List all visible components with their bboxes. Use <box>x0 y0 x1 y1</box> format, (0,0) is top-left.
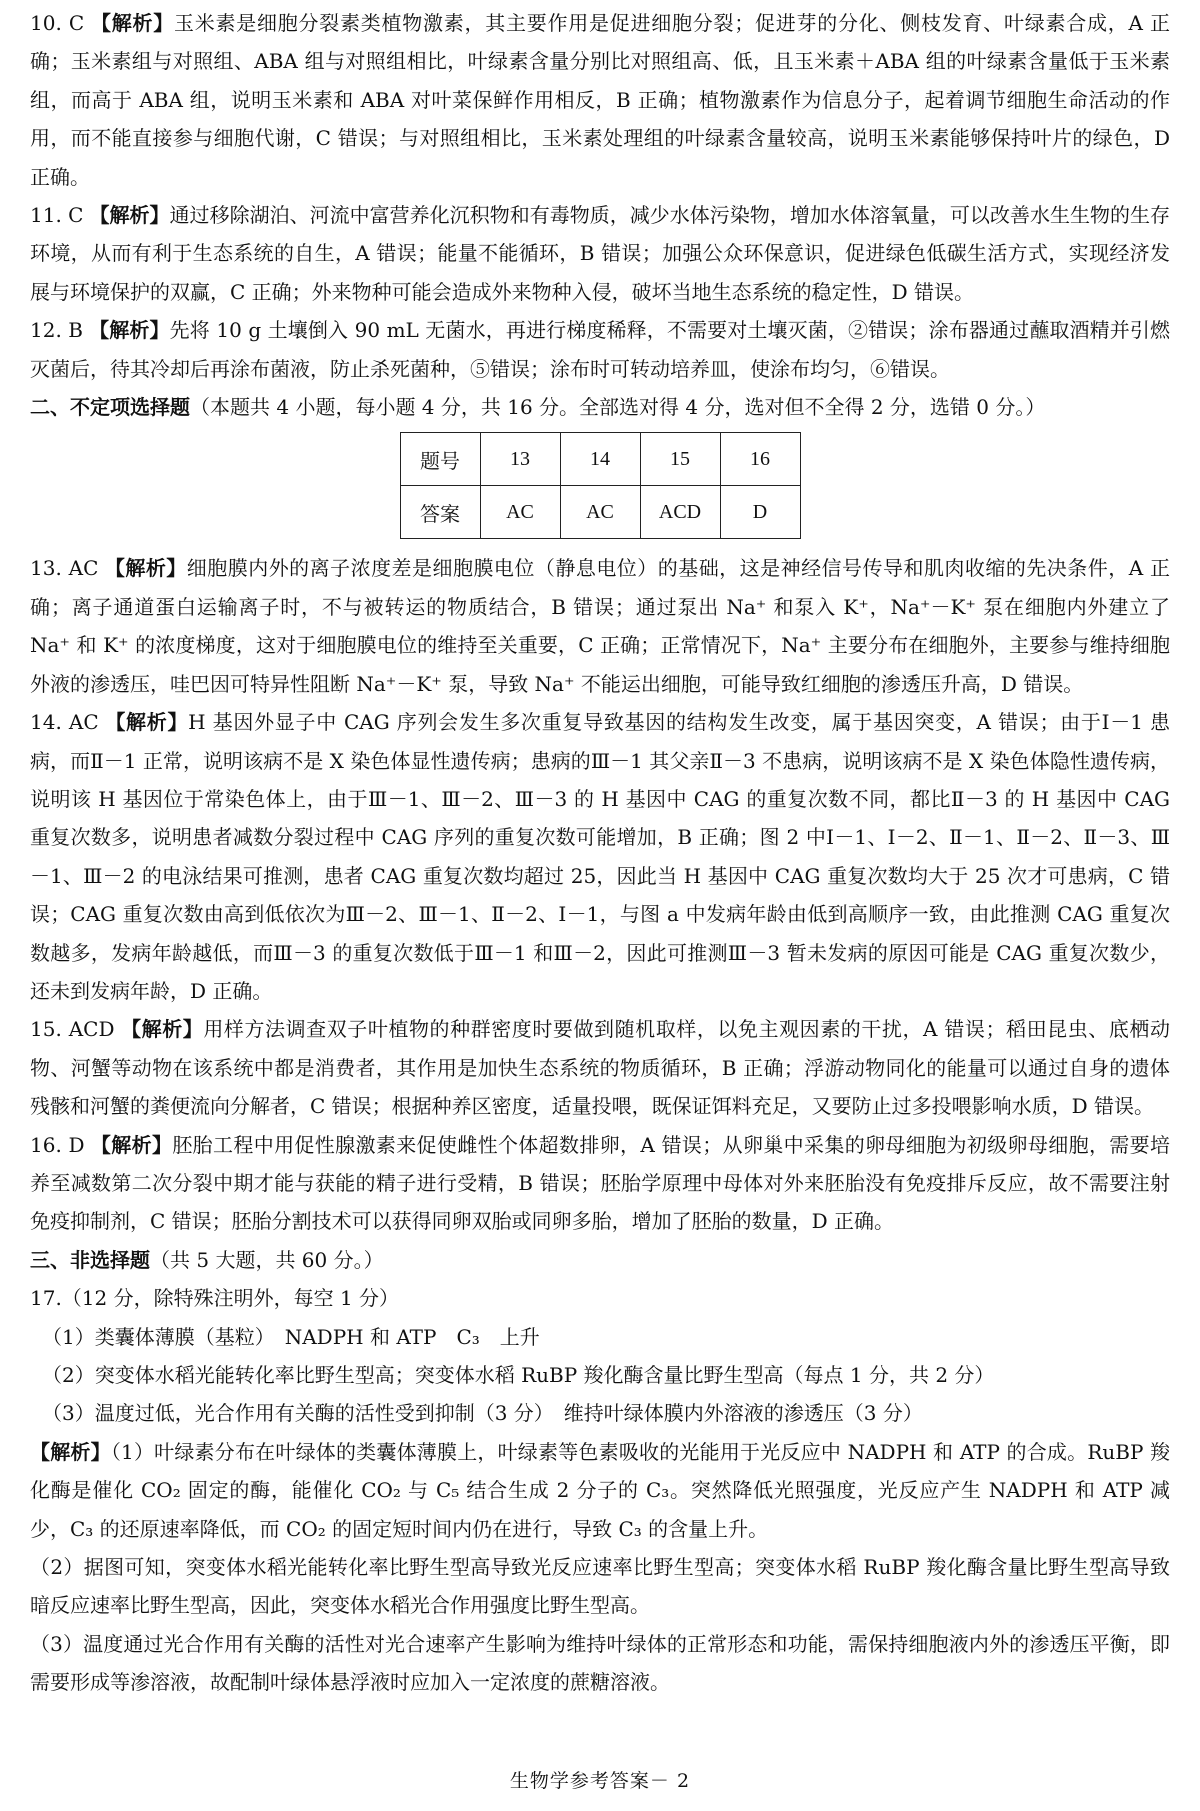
question-16 <box>30 1126 1170 1241</box>
answer-3: （3）温度过低，光合作用有关酶的活性受到抑制（3 分） 维持叶绿体膜内外溶液的渗透压（3 分） <box>42 1401 923 1426</box>
table-cell: 答案 <box>400 486 480 539</box>
question-number: 14. AC <box>30 710 99 735</box>
analysis-text: （1）叶绿素分布在叶绿体的类囊体薄膜上，叶绿素等色素吸收的光能用于光反应中 NADPH 和 ATP 的合成。RuBP 羧化酶是催化 CO₂ 固定的酶，能催化 CO₂ 与 C₅ 结合生成 2 分子的 C₃。突然降低光照强度，光反应产生 NADPH 和 ATP 减少，C₃ 的还原速率降低，而 CO₂ 的固定短时间内仍在进行，导致 C₃ 的含量上升。 <box>30 1439 1170 1541</box>
table-row <box>400 486 800 539</box>
table-row <box>400 433 800 486</box>
analysis-text: H 基因外显子中 CAG 序列会发生多次重复导致基因的结构发生改变，属于基因突变，A 错误；由于Ⅰ－1 患病，而Ⅱ－1 正常，说明该病不是 X 染色体显性遗传病；患病的Ⅲ－1 其父亲Ⅱ－3 不患病，说明该病不是 X 染色体隐性遗传病，说明该 H 基因位于常染色体上，由于Ⅲ－1、Ⅲ－2、Ⅲ－3 的 H 基因中 CAG 的重复次数不同，都比Ⅱ－3 的 H 基因中 CAG 重复次数多，说明患者减数分裂过程中 CAG 序列的重复次数可能增加，B 正确；图 2 中Ⅰ－1、Ⅰ－2、Ⅱ－1、Ⅱ－2、Ⅱ－3、Ⅲ－1、Ⅲ－2 的电泳结果可推测，患者 CAG 重复次数均超过 25，因此当 H 基因中 CAG 重复次数均大于 25 次才可患病，C 错误；CAG 重复次数由高到低依次为Ⅲ－2、Ⅲ－1、Ⅱ－2、Ⅰ－1，与图 a 中发病年龄由低到高顺序一致，由此推测 CAG 重复次数越多，发病年龄越低，而Ⅲ－3 的重复次数低于Ⅲ－1 和Ⅲ－2，因此可推测Ⅲ－3 暂未发病的原因可能是 CAG 重复次数少，还未到发病年龄，D 正确。 <box>30 710 1170 1003</box>
question-number: 11. C <box>30 203 84 228</box>
question-13 <box>30 549 1170 703</box>
question-number: 12. B <box>30 318 83 343</box>
analysis-text: 通过移除湖泊、河流中富营养化沉积物和有毒物质，减少水体污染物，增加水体溶氧量，可以改善水生生物的生存环境，从而有利于生态系统的自生，A 错误；能量不能循环，B 错误；加强公众环保意识，促进绿色低碳生活方式，实现经济发展与环境保护的双赢，C 正确；外来物种可能会造成外来物种入侵，破坏当地生态系统的稳定性，D 错误。 <box>30 203 1171 304</box>
question-12 <box>30 311 1170 388</box>
analysis-tag: 【解析】 <box>104 710 189 735</box>
analysis-tag: 【解析】 <box>89 203 170 228</box>
section-note: （共 5 大题，共 60 分。） <box>150 1247 384 1272</box>
analysis-text: 先将 10 g 土壤倒入 90 mL 无菌水，再进行梯度稀释，不需要对土壤灭菌，②错误；涂布器通过蘸取酒精并引燃灭菌后，待其冷却后再涂布菌液，防止杀死菌种，⑤错误；涂布时可转动培养皿，使涂布均匀，⑥错误。 <box>30 318 1170 381</box>
question-11 <box>30 196 1170 311</box>
analysis-text: 用样方法调查双子叶植物的种群密度时要做到随机取样，以免主观因素的干扰，A 错误；稻田昆虫、底栖动物、河蟹等动物在该系统中都是消费者，其作用是加快生态系统的物质循环，B 正确；浮游动物同化的能量可以通过自身的遗体残骸和河蟹的粪便流向分解者，C 错误；根据种养区密度，适量投喂，既保证饵料充足，又要防止过多投喂影响水质，D 错误。 <box>30 1017 1170 1119</box>
question-number: 10. C <box>30 11 85 35</box>
table-cell: AC <box>560 486 640 539</box>
explanation-3: （3）温度通过光合作用有关酶的活性对光合速率产生影响为维持叶绿体的正常形态和功能，需保持细胞液内外的渗透压平衡，即需要形成等渗溶液，故配制叶绿体悬浮液时应加入一定浓度的蔗糖溶液。 <box>30 1631 1170 1695</box>
answer-table <box>400 432 801 539</box>
table-cell: D <box>720 486 800 539</box>
table-cell: 16 <box>720 433 800 486</box>
section-note: （本题共 4 小题，每小题 4 分，共 16 分。全部选对得 4 分，选对但不全得 2 分，选错 0 分。） <box>190 395 1046 420</box>
explanation-2: （2）据图可知，突变体水稻光能转化率比野生型高导致光反应速率比野生型高；突变体水稻 RuBP 羧化酶含量比野生型高导致暗反应速率比野生型高，因此，突变体水稻光合作用强度比野生型高。 <box>30 1555 1170 1618</box>
table-cell: 15 <box>640 433 720 486</box>
analysis-tag: 【解析】 <box>90 11 174 35</box>
answer-1: （1）类囊体薄膜（基粒） NADPH 和 ATP C₃ 上升 <box>42 1324 540 1349</box>
section-2-heading <box>30 388 1170 426</box>
explanation-1 <box>30 1433 1170 1548</box>
page-footer: 生物学参考答案－ 2 <box>509 1770 691 1792</box>
table-cell: AC <box>480 486 560 539</box>
analysis-text: 胚胎工程中用促性腺激素来促使雌性个体超数排卵，A 错误；从卵巢中采集的卵母细胞为初级卵母细胞，需要培养至减数第二次分裂中期才能与获能的精子进行受精，B 错误；胚胎学原理中母体对外来胚胎没有免疫排斥反应，故不需要注射免疫抑制剂，C 错误；胚胎分割技术可以获得同卵双胎或同卵多胎，增加了胚胎的数量，D 正确。 <box>30 1132 1171 1234</box>
question-number: 16. D <box>30 1132 85 1157</box>
analysis-tag: 【解析】 <box>30 1439 111 1464</box>
analysis-tag: 【解析】 <box>90 1132 173 1157</box>
analysis-text: 细胞膜内外的离子浓度差是细胞膜电位（静息电位）的基础，这是神经信号传导和肌肉收缩的先决条件，A 正确；离子通道蛋白运输离子时，不与被转运的物质结合，B 错误；通过泵出 Na⁺ 和泵入 K⁺，Na⁺－K⁺ 泵在细胞内外建立了 Na⁺ 和 K⁺ 的浓度梯度，这对于细胞膜电位的维持至关重要，C 正确；正常情况下，Na⁺ 主要分布在细胞外，主要参与维持细胞外液的渗透压，哇巴因可特异性阻断 Na⁺－K⁺ 泵，导致 Na⁺ 不能运出细胞，可能导致红细胞的渗透压升高，D 错误。 <box>30 556 1170 696</box>
table-cell: 14 <box>560 433 640 486</box>
section-3-heading <box>30 1241 1170 1279</box>
table-cell: 题号 <box>400 433 480 486</box>
analysis-tag: 【解析】 <box>120 1017 204 1042</box>
question-15 <box>30 1010 1170 1125</box>
answer-2: （2）突变体水稻光能转化率比野生型高；突变体水稻 RuBP 羧化酶含量比野生型高（每点 1 分，共 2 分） <box>42 1363 995 1387</box>
analysis-tag: 【解析】 <box>89 318 170 343</box>
question-17-header: 17.（12 分，除特殊注明外，每空 1 分） <box>30 1286 400 1311</box>
table-cell: 13 <box>480 433 560 486</box>
question-14 <box>30 703 1170 1010</box>
analysis-text: 玉米素是细胞分裂素类植物激素，其主要作用是促进细胞分裂；促进芽的分化、侧枝发育、叶绿素合成，A 正确；玉米素组与对照组、ABA 组与对照组相比，叶绿素含量分别比对照组高、低，且玉米素＋ABA 组的叶绿素含量低于玉米素组，而高于 ABA 组，说明玉米素和 ABA 对叶菜保鲜作用相反，B 正确；植物激素作为信息分子，起着调节细胞生命活动的作用，而不能直接参与细胞代谢，C 错误；与对照组相比，玉米素处理组的叶绿素含量较高，说明玉米素能够保持叶片的绿色，D 正确。 <box>30 11 1170 189</box>
section-title: 三、非选择题 <box>30 1247 150 1272</box>
question-number: 15. ACD <box>30 1017 115 1042</box>
section-title: 二、不定项选择题 <box>30 395 190 420</box>
question-10 <box>30 4 1170 196</box>
table-cell: ACD <box>640 486 720 539</box>
question-number: 13. AC <box>30 556 99 581</box>
analysis-tag: 【解析】 <box>104 556 187 581</box>
